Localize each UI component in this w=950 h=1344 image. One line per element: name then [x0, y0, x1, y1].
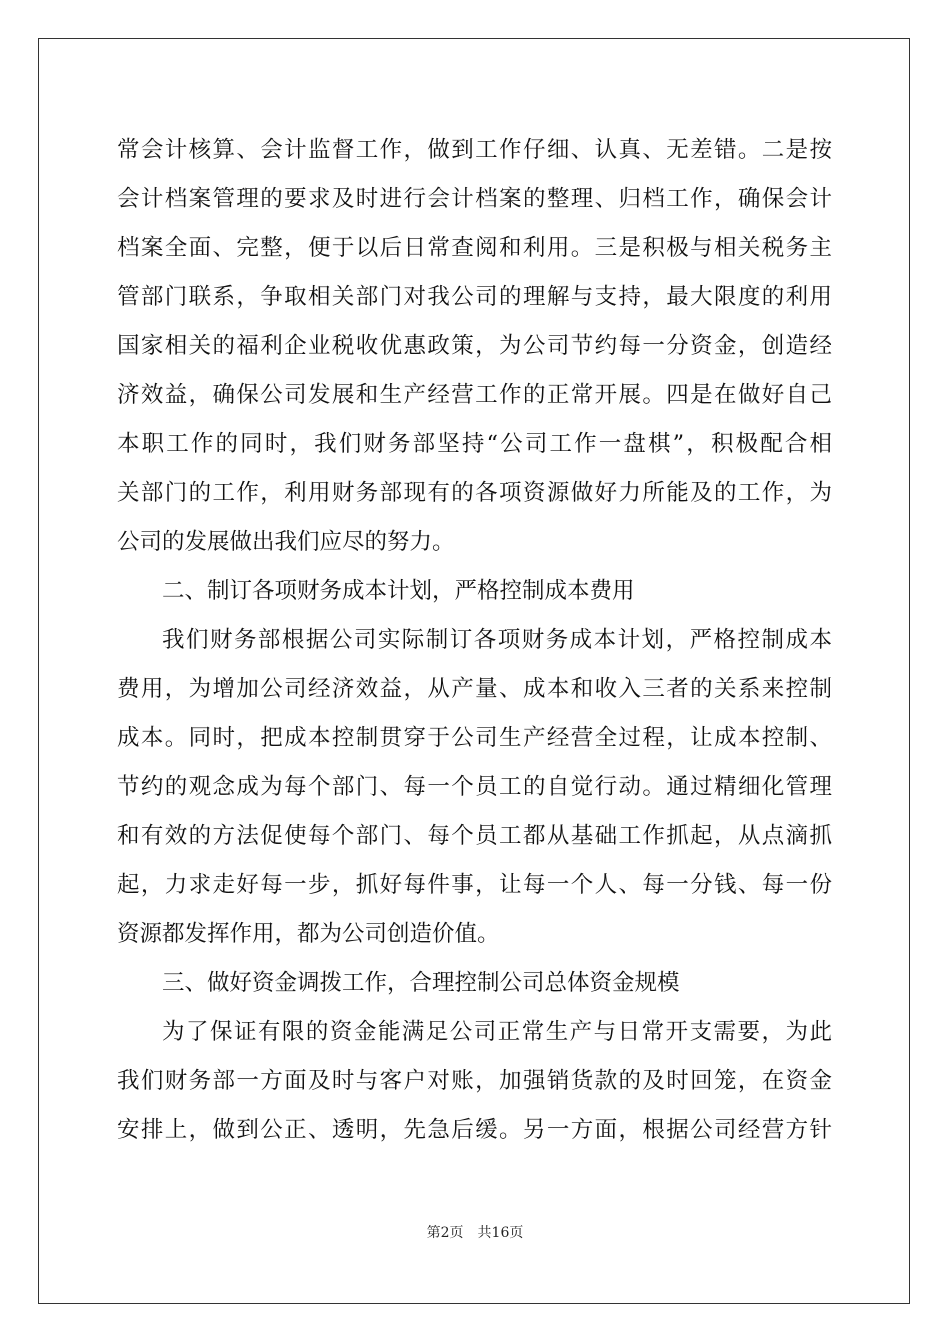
text-line: 会计档案管理的要求及时进行会计档案的整理、归档工作，确保会计	[117, 186, 832, 212]
text-line: 费用，为增加公司经济效益，从产量、成本和收入三者的关系来控制	[117, 676, 832, 702]
text-line: 档案全面、完整，便于以后日常查阅和利用。三是积极与相关税务主	[117, 235, 832, 261]
text-line: 为了保证有限的资金能满足公司正常生产与日常开支需要，为此	[162, 1019, 832, 1045]
page-footer	[0, 1222, 950, 1242]
text-line: 我们财务部一方面及时与客户对账，加强销货款的及时回笼，在资金	[117, 1068, 832, 1094]
text-line: 常会计核算、会计监督工作，做到工作仔细、认真、无差错。二是按	[117, 137, 832, 163]
text-line: 节约的观念成为每个部门、每一个员工的自觉行动。通过精细化管理	[117, 774, 832, 800]
text-line: 三、做好资金调拨工作，合理控制公司总体资金规模	[162, 970, 680, 996]
text-line: 二、制订各项财务成本计划，严格控制成本费用	[162, 578, 635, 604]
text-line: 资源都发挥作用，都为公司创造价值。	[117, 921, 500, 947]
page-number: 第2页	[426, 1225, 464, 1241]
text-line: 安排上，做到公正、透明，先急后缓。另一方面，根据公司经营方针	[117, 1117, 832, 1143]
document-body	[117, 126, 832, 1155]
total-pages: 共16页	[477, 1225, 524, 1241]
text-line: 成本。同时，把成本控制贯穿于公司生产经营全过程，让成本控制、	[117, 725, 832, 751]
text-line: 管部门联系，争取相关部门对我公司的理解与支持，最大限度的利用	[117, 284, 832, 310]
text-line: 公司的发展做出我们应尽的努力。	[117, 529, 455, 555]
text-line: 关部门的工作，利用财务部现有的各项资源做好力所能及的工作，为	[117, 480, 832, 506]
text-line: 我们财务部根据公司实际制订各项财务成本计划，严格控制成本	[162, 627, 832, 653]
text-line: 济效益，确保公司发展和生产经营工作的正常开展。四是在做好自己	[117, 382, 832, 408]
text-line: 和有效的方法促使每个部门、每个员工都从基础工作抓起，从点滴抓	[117, 823, 832, 849]
text-line: 本职工作的同时，我们财务部坚持“公司工作一盘棋”，积极配合相	[117, 431, 832, 457]
text-line: 起，力求走好每一步，抓好每件事，让每一个人、每一分钱、每一份	[117, 872, 832, 898]
text-line: 国家相关的福利企业税收优惠政策，为公司节约每一分资金，创造经	[117, 333, 832, 359]
